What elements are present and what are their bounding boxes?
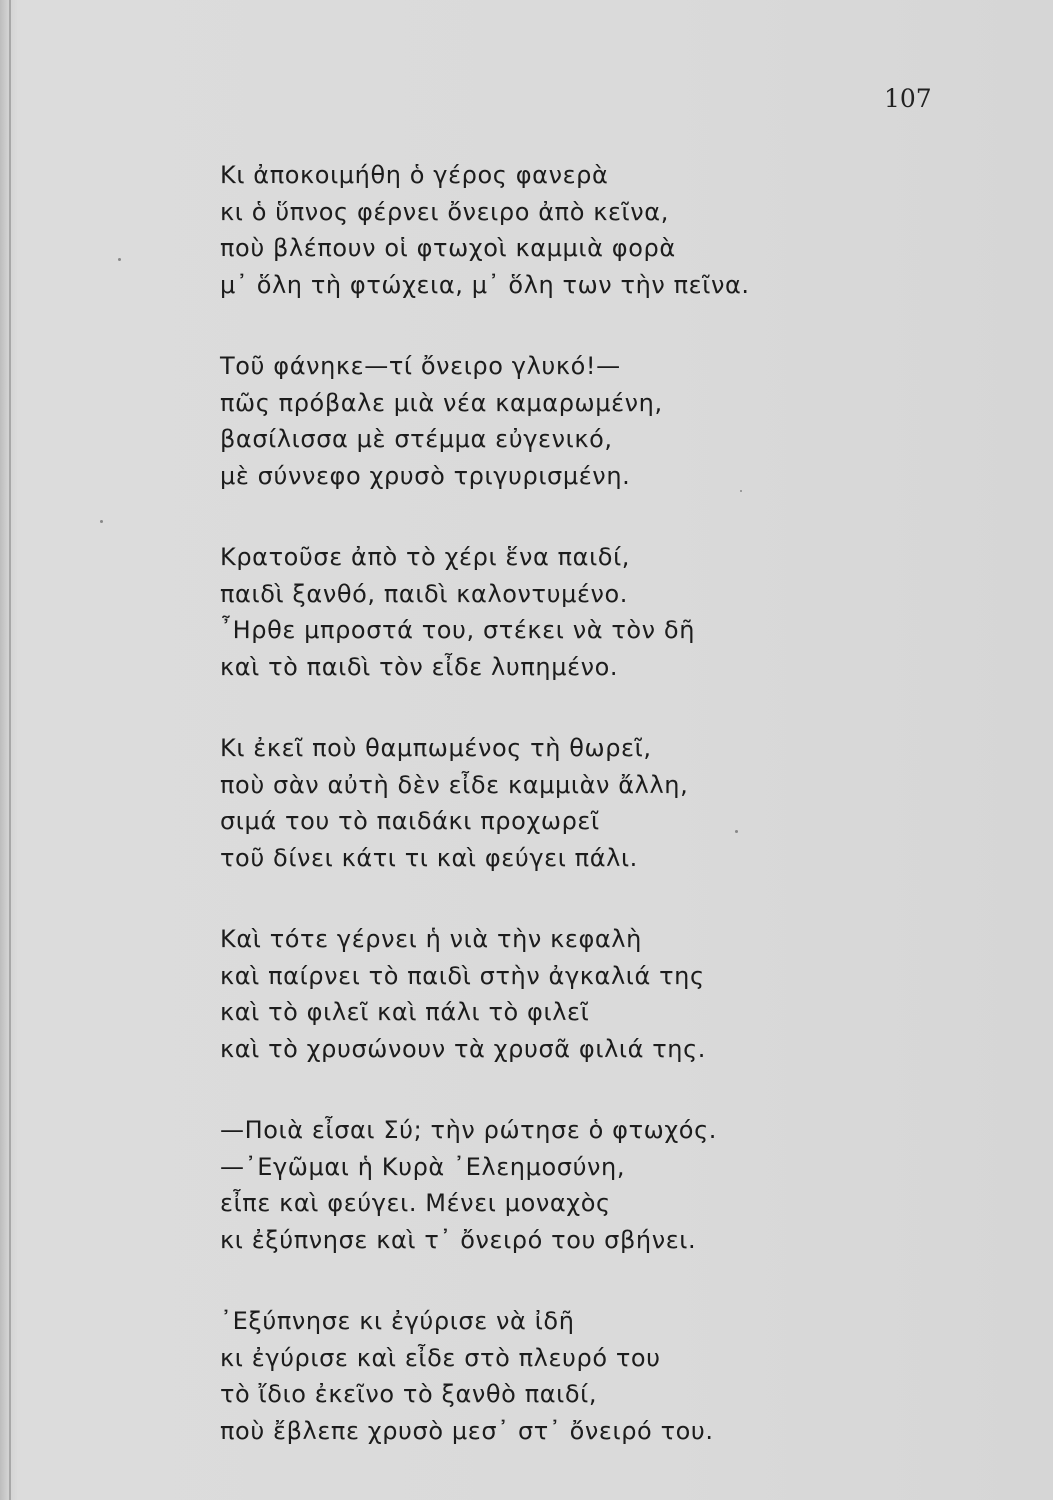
poem-line: Κρατοῦσε ἀπὸ τὸ χέρι ἕνα παιδί, — [220, 543, 631, 571]
paper-speck — [740, 490, 742, 492]
stanza-2 — [220, 348, 840, 494]
stanza-1 — [220, 157, 840, 303]
poem-line: μὲ σύννεφο χρυσὸ τριγυρισμένη. — [220, 461, 631, 490]
poem — [220, 157, 840, 1494]
poem-line: παιδὶ ξανθό, παιδὶ καλοντυμένο. — [220, 579, 629, 608]
poem-line: πῶς πρόβαλε μιὰ νέα καμαρωμένη, — [220, 388, 663, 417]
paper-speck — [735, 830, 738, 833]
poem-line: ποὺ ἔβλεπε χρυσὸ μεσ᾿ στ᾿ ὄνειρό του. — [220, 1416, 714, 1445]
stanza-6 — [220, 1112, 840, 1258]
stanza-5 — [220, 921, 840, 1067]
poem-line: ῏Ηρθε μπροστά του, στέκει νὰ τὸν δῆ — [220, 616, 696, 644]
poem-line: τοῦ δίνει κάτι τι καὶ φεύγει πάλι. — [220, 843, 638, 872]
paper-speck — [118, 258, 121, 261]
poem-line: Κι ἀποκοιμήθη ὁ γέρος φανερὰ — [220, 161, 609, 189]
poem-line: ᾿Εξύπνησε κι ἐγύρισε νὰ ἰδῆ — [220, 1307, 575, 1335]
poem-line: εἶπε καὶ φεύγει. Μένει μοναχὸς — [220, 1189, 611, 1217]
poem-line: καὶ τὸ φιλεῖ καὶ πάλι τὸ φιλεῖ — [220, 998, 590, 1026]
poem-line: σιμά του τὸ παιδάκι προχωρεῖ — [220, 807, 600, 835]
stanza-3 — [220, 539, 840, 685]
poem-line: καὶ τὸ παιδὶ τὸν εἶδε λυπημένο. — [220, 652, 619, 681]
poem-line: καὶ παίρνει τὸ παιδὶ στὴν ἀγκαλιά της — [220, 961, 705, 990]
poem-line: ποὺ σὰν αὐτὴ δὲν εἶδε καμμιὰν ἄλλη, — [220, 770, 689, 799]
poem-line: ποὺ βλέπουν οἱ φτωχοὶ καμμιὰ φορὰ — [220, 234, 676, 262]
poem-line: κι ἐξύπνησε καὶ τ᾿ ὄνειρό του σβήνει. — [220, 1225, 697, 1254]
paper-speck — [100, 520, 103, 523]
stanza-4 — [220, 730, 840, 876]
poem-line: κι ὁ ὕπνος φέρνει ὄνειρο ἀπὸ κεῖνα, — [220, 197, 669, 226]
poem-line: Καὶ τότε γέρνει ἡ νιὰ τὴν κεφαλὴ — [220, 925, 642, 953]
poem-line: καὶ τὸ χρυσώνουν τὰ χρυσᾶ φιλιά της. — [220, 1034, 707, 1063]
poem-line: τὸ ἴδιο ἐκεῖνο τὸ ξανθὸ παιδί, — [220, 1380, 598, 1408]
poem-line: κι ἐγύρισε καὶ εἶδε στὸ πλευρό του — [220, 1343, 661, 1372]
poem-line: Κι ἐκεῖ ποὺ θαμπωμένος τὴ θωρεῖ, — [220, 734, 652, 762]
poem-line: —᾿Εγῶμαι ἡ Κυρὰ ᾿Ελεημοσύνη, — [220, 1152, 626, 1181]
poem-line: Τοῦ φάνηκε—τί ὄνειρο γλυκό!— — [220, 352, 621, 380]
poem-line: —Ποιὰ εἶσαι Σύ; τὴν ρώτησε ὁ φτωχός. — [220, 1116, 717, 1144]
poem-line: βασίλισσα μὲ στέμμα εὐγενικό, — [220, 425, 613, 453]
stanza-7 — [220, 1303, 840, 1449]
poem-line: μ᾿ ὅλη τὴ φτώχεια, μ᾿ ὅλη των τὴν πεῖνα. — [220, 270, 750, 299]
page-number: 107 — [884, 84, 932, 113]
page-gutter — [9, 0, 11, 1500]
